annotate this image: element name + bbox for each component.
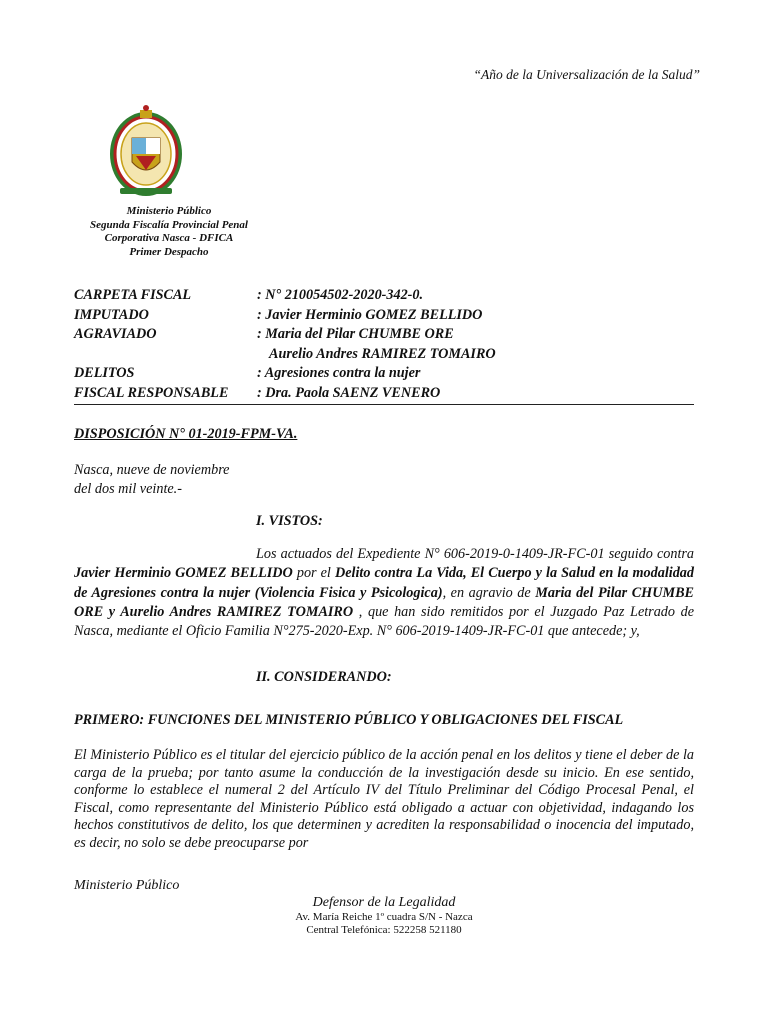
footer-phone: Central Telefónica: 522258 521180 xyxy=(306,924,462,936)
coat-of-arms-seal xyxy=(106,104,186,200)
date-line: Nasca, nueve de noviembre xyxy=(74,462,230,478)
meta-row xyxy=(74,325,694,345)
meta-value: : Javier Herminio GOMEZ BELLIDO xyxy=(257,306,483,323)
date-line: del dos mil veinte.- xyxy=(74,481,182,497)
vistos-text: por el xyxy=(292,565,335,582)
meta-key: CARPETA FISCAL xyxy=(74,287,192,303)
meta-key: FISCAL RESPONSABLE xyxy=(74,384,229,401)
document-date xyxy=(74,461,229,499)
meta-key: IMPUTADO xyxy=(74,306,149,323)
vistos-crime: Delito contra La Vida, El Cuerpo y la Salud en la modalidad de Agresiones contra la nujer (Violencia Fisica y Psicologica) xyxy=(74,565,694,601)
vistos-text: , que han sido remitidos por el Juzgado Paz Letrado de Nasca, mediante el Oficio Familia N°275-2020-Exp. N° 606-2019-1409-JR-FC-01 que antecede; y, xyxy=(74,603,695,640)
meta-row xyxy=(74,345,694,365)
meta-key: DELITOS xyxy=(74,365,135,381)
section-considerando-title: II. CONSIDERANDO: xyxy=(256,669,392,685)
section-vistos-title: I. VISTOS: xyxy=(256,513,323,529)
meta-key: AGRAVIADO xyxy=(74,326,157,342)
vistos-text: Los actuados del Expediente N° 606-2019-0-1409-JR-FC-01 seguido contra xyxy=(256,546,694,562)
year-motto: “Año de la Universalización de la Salud” xyxy=(473,67,700,82)
vistos-accused: Javier Herminio GOMEZ BELLIDO xyxy=(74,565,293,582)
office-line: Ministerio Público xyxy=(126,205,212,217)
meta-value: : N° 210054502-2020-342-0. xyxy=(257,287,424,303)
vistos-text: , en agravio de xyxy=(442,584,536,601)
meta-row xyxy=(74,286,694,306)
disposition-number: DISPOSICIÓN N° 01-2019-FPM-VA. xyxy=(74,426,298,442)
vistos-victims: Maria del Pilar CHUMBE ORE y Aurelio Andres RAMIREZ TOMAIRO xyxy=(74,584,694,620)
meta-value: : Dra. Paola SAENZ VENERO xyxy=(257,384,441,401)
primero-heading: PRIMERO: FUNCIONES DEL MINISTERIO PÚBLICO Y OBLIGACIONES DEL FISCAL xyxy=(74,712,624,728)
office-line: Segunda Fiscalía Provincial Penal xyxy=(90,218,248,231)
office-line: Primer Despacho xyxy=(129,245,209,258)
divider xyxy=(74,404,694,405)
meta-row xyxy=(74,306,694,326)
footer-org: Ministerio Público xyxy=(74,878,180,893)
footer-address: Av. María Reiche 1º cuadra S/N - Nazca xyxy=(295,911,473,923)
case-metadata xyxy=(74,286,694,403)
meta-value: Aurelio Andres RAMIREZ TOMAIRO xyxy=(269,345,496,362)
meta-key xyxy=(74,345,257,365)
office-line: Corporativa Nasca - DFICA xyxy=(104,232,234,244)
meta-row xyxy=(74,384,694,404)
meta-value: : Agresiones contra la nujer xyxy=(257,365,421,381)
office-header xyxy=(64,205,274,259)
meta-row xyxy=(74,364,694,384)
primero-paragraph: El Ministerio Público es el titular del ejercicio público de la acción penal en los delitos y tiene el deber de la carga de la prueba; por tanto asume la conducción de la investigación desde su inicio. En ese sentido, conforme lo establece el numeral 2 del Artículo IV del Título Preliminar del Código Procesal Penal, el Fiscal, como representante del Ministerio Público está obligado a actuar con objetividad, indagando los hechos constitutivos de delito, los que determinen y acrediten la responsabilidad o inocencia del imputado, es decir, no solo se debe preocuparse por xyxy=(74,747,694,851)
meta-value: : Maria del Pilar CHUMBE ORE xyxy=(257,326,454,342)
footer-tagline: Defensor de la Legalidad xyxy=(312,895,456,910)
vistos-paragraph xyxy=(74,545,694,641)
